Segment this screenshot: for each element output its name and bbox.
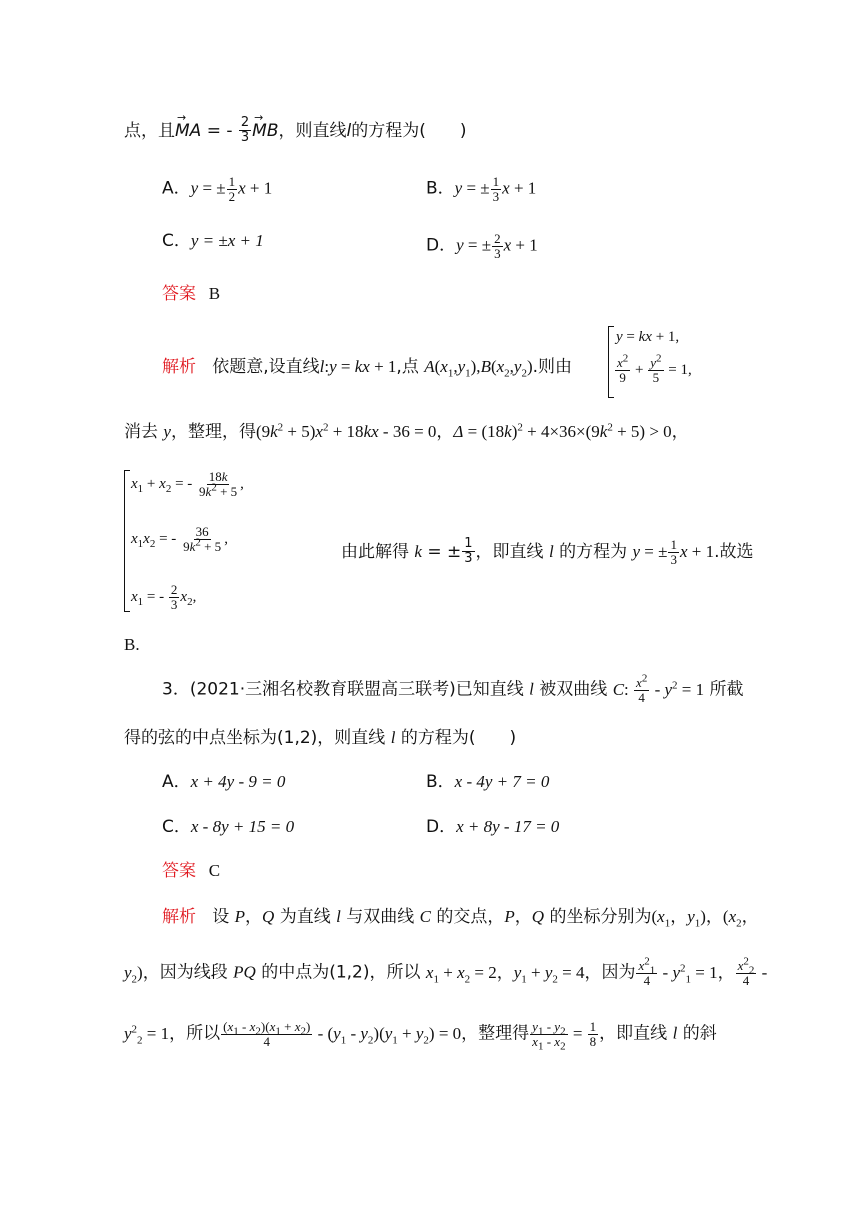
option-b[interactable]: B．y = ± $\frac{1}{3}$ x + 1 — [426, 174, 537, 205]
q3-option-c[interactable]: C．x - 8y + 15 = 0 — [162, 817, 295, 837]
answer-label: 答案 — [162, 284, 196, 304]
q3-analysis-label: 解析 — [162, 907, 196, 927]
big-system-eq3: $x_1$ = - $\frac{2}{3}$ $x_2$, — [131, 582, 197, 613]
big-system-eq2: $x_1x_2$ = - $\frac{36}{9k^2 + 5}$ , — [131, 524, 228, 555]
system-brace-2 — [124, 470, 130, 612]
q3-answer-label: 答案 — [162, 861, 196, 881]
answer-value: B — [208, 284, 221, 303]
q2-stem-line: 点，且→ MA = - $\frac{2}{3}$ → MB，则直线l的方程为( ) — [124, 116, 467, 146]
q3-analysis-line-2: $y_2$)，因为线段 PQ 的中点为(1,2)，所以 $x_1 + x_2 = 2$，$y_1 + y_2 = 4$，因为 $\frac{x^2_1}{4}$ - $y^2_1 = 1$， $\frac{x^2_2}{4}$ - — [124, 955, 768, 989]
q3-stem-line-1: 3．(2021·三湘名校教育联盟高三联考)已知直线 l 被双曲线 C: $\frac{x^2}{4}$ - $y^2 = 1$ 所截 — [162, 672, 744, 706]
vector-ma: → MA — [175, 123, 201, 140]
option-c[interactable]: C．y = ±x + 1 — [162, 231, 264, 251]
analysis-label: 解析 — [162, 357, 196, 377]
analysis-line-2: 消去 y，整理，得$(9k^2 + 5)x^2 + 18kx - 36 = 0$，$\Delta = (18k)^2 + 4\times 36\times(9k^2 + 5) > 0$， — [124, 421, 689, 442]
answer-line — [162, 285, 220, 303]
system-eq1: y = kx + 1, — [616, 329, 680, 345]
option-d[interactable]: D．y = ± $\frac{2}{3}$ x + 1 — [426, 231, 538, 262]
q3-analysis-line-3: $y^2_2 = 1$，所以 $\frac{(x_1 - x_2)(x_1 + x_2)}{4}$ - $(y_1 - y_2)(y_1 + y_2) = 0$，整理得 $\frac{y_1 - y_2}{x_1 - x_2}$ = $\frac{1}{8}$ ，即直线 l 的斜 — [124, 1019, 717, 1053]
vector-mb: → MB — [252, 123, 278, 140]
q3-stem-line-2: 得的弦的中点坐标为(1,2)，则直线 l 的方程为( ) — [124, 728, 517, 748]
q3-option-d[interactable]: D．x + 8y - 17 = 0 — [426, 817, 560, 837]
analysis-end: B. — [124, 635, 140, 654]
q3-analysis-line-1: 解析 设 P，Q 为直线 l 与双曲线 C 的交点，P，Q 的坐标分别为($x_1$，$y_1$)，($x_2$， — [162, 907, 759, 930]
option-a[interactable]: A．y = ± $\frac{1}{2}$ x + 1 — [162, 174, 273, 205]
analysis-line-1: 解析 依题意,设直线l:y = kx + 1,点 $A(x_1,y_1),B(x_2,y_2)$.则由 — [162, 357, 573, 380]
fraction-2-3: $\frac{2}{3}$ — [240, 115, 250, 146]
big-system-eq1: $x_1 + x_2$ = - $\frac{18k}{9k^2 + 5}$ , — [131, 469, 244, 500]
analysis-line-3: 由此解得 k = ± $\frac{1}{3}$ ，即直线 l 的方程为 y = ± $\frac{1}{3}$ x + 1.故选 — [341, 536, 754, 568]
q3-answer-line — [162, 862, 220, 880]
system-eq2: $\frac{x^2}{9}$ + $\frac{y^2}{5}$ = 1, — [617, 352, 692, 386]
q3-option-b[interactable]: B．x - 4y + 7 = 0 — [426, 772, 550, 792]
q3-option-a[interactable]: A．x + 4y - 9 = 0 — [162, 772, 286, 792]
q3-answer-value: C — [208, 861, 221, 880]
